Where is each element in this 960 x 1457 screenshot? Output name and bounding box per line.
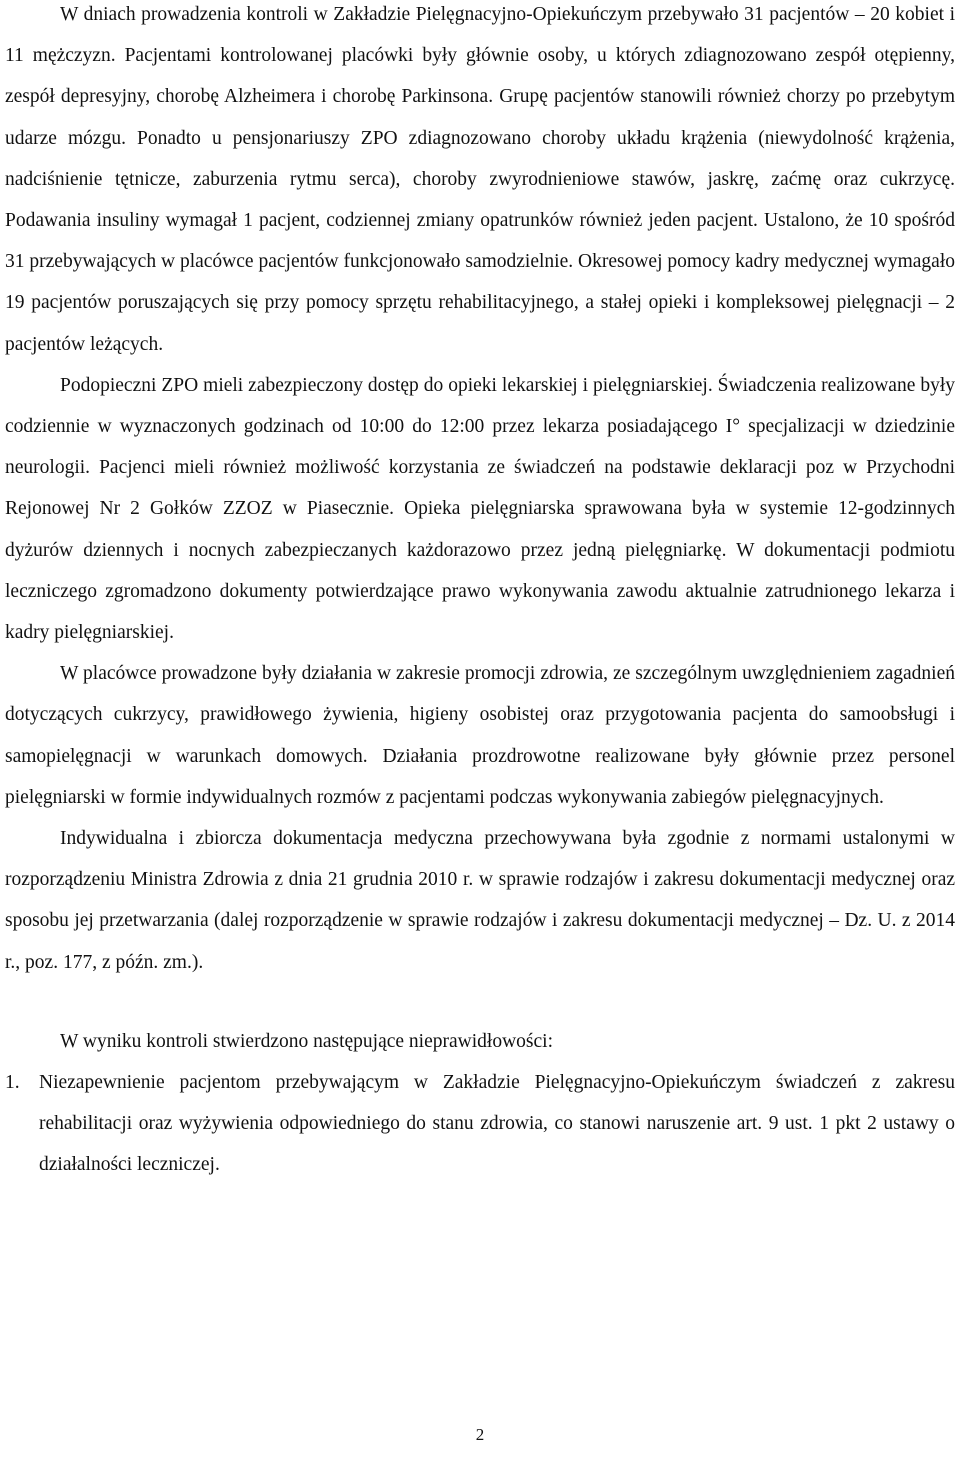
paragraph-medical-care: Podopieczni ZPO mieli zabezpieczony dostęp do opieki lekarskiej i pielęgniarskiej. Świadczenia realizowane były codziennie w wyznaczonych godzinach od 10:00 do 12:00 przez lekarza posiadającego I° specjalizacji w dziedzinie neurologii. Pacjenci mieli również możliwość korzystania ze świadczeń na podstawie deklaracji poz w Przychodni Rejonowej Nr 2 Gołków ZZOZ w Piasecznie. Opieka pielęgniarska sprawowana była w systemie 12-godzinnych dyżurów dziennych i nocnych zabezpieczanych każdorazowo przez jedną pielęgniarkę. W dokumentacji podmiotu leczniczego zgromadzono dokumenty potwierdzające prawo wykonywania zawodu aktualnie zatrudnionego lekarza i kadry pielęgniarskiej. — [5, 374, 955, 644]
paragraph-health-promotion: W placówce prowadzone były działania w zakresie promocji zdrowia, ze szczególnym uwzględnieniem zagadnień dotyczących cukrzycy, prawidłowego żywienia, higieny osobistej oraz przygotowania pacjenta do samoobsługi i samopielęgnacji w warunkach domowych. Działania prozdrowotne realizowane były głównie przez personel pielęgniarski w formie indywidualnych rozmów z pacjentami podczas wykonywania zabiegów pielęgnacyjnych. — [5, 663, 955, 808]
paragraph-findings-intro: W wyniku kontroli stwierdzono następujące nieprawidłowości: — [60, 1030, 553, 1052]
paragraph-documentation: Indywidualna i zbiorcza dokumentacja medyczna przechowywana była zgodnie z normami ustalonymi w rozporządzeniu Ministra Zdrowia z dnia 21 grudnia 2010 r. w sprawie rodzajów i zakresu dokumentacji medycznej oraz sposobu jej przetwarzania (dalej rozporządzenie w sprawie rodzajów i zakresu dokumentacji medycznej – Dz. U. z 2014 r., poz. 177, z późn. zm.). — [5, 828, 955, 973]
page-number: 2 — [475, 1425, 485, 1444]
finding-number: 1. — [5, 1072, 20, 1094]
paragraph-patients: W dniach prowadzenia kontroli w Zakładzie Pielęgnacyjno-Opiekuńczym przebywało 31 pacjentów – 20 kobiet i 11 mężczyzn. Pacjentami kontrolowanej placówki były głównie osoby, u których zdiagnozowano zespół otępienny, zespół depresyjny, chorobę Alzheimera i chorobę Parkinsona. Grupę pacjentów stanowili również chorzy po przebytym udarze mózgu. Ponadto u pensjonariuszy ZPO zdiagnozowano choroby układu krążenia (niewydolność krążenia, nadciśnienie tętnicze, zaburzenia rytmu serca), choroby zwyrodnieniowe stawów, jaskrę, zaćmę oraz cukrzycę. Podawania insuliny wymagał 1 pacjent, codziennej zmiany opatrunków również jeden pacjent. Ustalono, że 10 spośród 31 przebywających w placówce pacjentów funkcjonowało samodzielnie. Okresowej pomocy kadry medycznej wymagało 19 pacjentów poruszających się przy pomocy sprzętu rehabilitacyjnego, a stałej opieki i kompleksowej pielęgnacji – 2 pacjentów leżących. — [5, 4, 955, 355]
document-page — [5, 0, 955, 1186]
finding-item — [5, 1062, 955, 1186]
finding-text: Niezapewnienie pacjentom przebywającym w Zakładzie Pielęgnacyjno-Opiekuńczym świadczeń z zakresu rehabilitacji oraz wyżywienia odpowiedniego do stanu zdrowia, co stanowi naruszenie art. 9 ust. 1 pkt 2 ustawy o działalności leczniczej. — [39, 1072, 955, 1176]
